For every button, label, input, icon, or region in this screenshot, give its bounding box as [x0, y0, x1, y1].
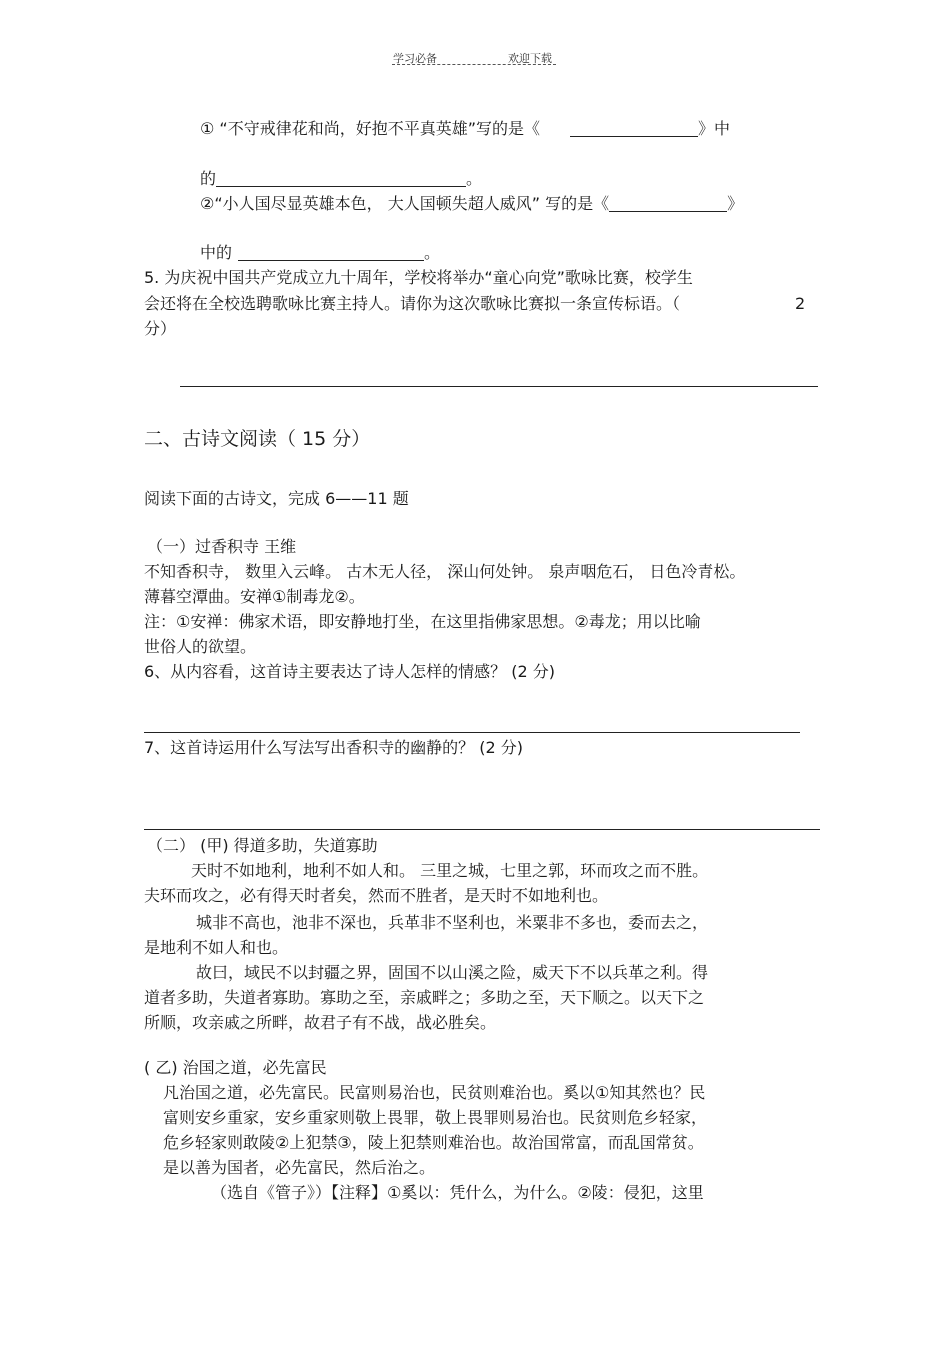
q5-score: 2	[795, 294, 806, 313]
q5-line2: 会还将在全校选聘歌咏比赛主持人。请你为这次歌咏比赛拟一条宣传标语。（	[144, 294, 681, 313]
section-title: 二、古诗文阅读（ 15 分）	[144, 428, 371, 450]
q5-line1: 5. 为庆祝中国共产党成立九十周年，学校将举办“童心向党”歌咏比赛，校学生	[144, 268, 693, 287]
q4-item2-blank-character[interactable]	[238, 244, 424, 261]
q4-item1-blank-book[interactable]	[570, 120, 698, 137]
q4-item1-period: 。	[466, 169, 483, 188]
passage-b-line1: 凡治国之道，必先富民。民富则易治也，民贫则难治也。奚以①知其然也？民	[163, 1083, 706, 1102]
q7-text: 7、这首诗运用什么写法写出香积寺的幽静的？ (2 分)	[144, 738, 524, 757]
passage-a-p2-line1: 城非不高也，池非不深也，兵革非不坚利也，米粟非不多也，委而去之，	[196, 913, 709, 932]
passage-a-p3-line2: 道者多助，失道者寡助。寡助之至，亲戚畔之；多助之至，天下顺之。以天下之	[144, 988, 705, 1007]
q4-item2-line2	[200, 242, 440, 264]
poem-note-line1: 注：①安禅：佛家术语，即安静地打坐，在这里指佛家思想。②毒龙；用以比喻	[144, 612, 701, 631]
passage-b-note: （选自《管子》）【注释】①奚以：凭什么，为什么。②陵：侵犯，这里	[211, 1183, 704, 1202]
header-right: 欢迎下载	[508, 52, 552, 65]
passage-b-line2: 富则安乡重家，安乡重家则敬上畏罪，敬上畏罪则易治也。民贫则危乡轻家，	[163, 1108, 708, 1127]
q4-item2-prefix: 中的	[200, 243, 233, 262]
q6-text: 6、从内容看，这首诗主要表达了诗人怎样的情感？ (2 分)	[144, 662, 556, 681]
passage-a-heading: （二） (甲) 得道多助，失道寡助	[147, 836, 378, 855]
passage-a-p3-line3: 所顺，攻亲戚之所畔，故君子有不战，战必胜矣。	[144, 1013, 497, 1032]
q4-item1-blank-character[interactable]	[216, 170, 466, 187]
poem-heading: （一）过香积寺 王维	[147, 537, 297, 556]
q4-item1-text: ① “不守戒律花和尚，好抱不平真英雄”写的是《	[200, 119, 541, 138]
passage-b-line4: 是以善为国者，必先富民，然后治之。	[163, 1158, 436, 1177]
header-underline	[392, 64, 556, 65]
poem-line2: 薄暮空潭曲。安禅①制毒龙②。	[144, 587, 365, 606]
passage-b-heading: ( 乙) 治国之道，必先富民	[144, 1058, 327, 1077]
q6-answer-line[interactable]	[144, 732, 800, 733]
q5-line3: 分）	[144, 319, 177, 338]
header-left: 学习必备	[393, 52, 437, 65]
passage-a-p2-line2: 是地利不如人和也。	[144, 938, 289, 957]
q4-item2-text: ②“小人国尽显英雄本色， 大人国顿失超人威风” 写的是《	[200, 194, 610, 213]
poem-note-line2: 世俗人的欲望。	[144, 637, 257, 656]
poem-line1: 不知香积寺， 数里入云峰。 古木无人径， 深山何处钟。 泉声咽危石， 日色冷青松。	[144, 562, 746, 581]
q4-item1-prefix: 的	[200, 169, 217, 188]
passage-a-p1-line1: 天时不如地利，地利不如人和。 三里之城，七里之郭，环而攻之而不胜。	[191, 861, 709, 880]
q4-item1-line2	[200, 168, 482, 190]
passage-a-p1-line2: 夫环而攻之，必有得天时者矣，然而不胜者，是天时不如地利也。	[144, 886, 609, 905]
passage-b-line3: 危乡轻家则敢陵②上犯禁③，陵上犯禁则难治也。故治国常富，而乱国常贫。	[163, 1133, 704, 1152]
q4-item1-suffix: 》中	[698, 119, 731, 138]
reading-intro: 阅读下面的古诗文，完成 6——11 题	[144, 489, 409, 508]
q4-item2-period: 。	[424, 243, 441, 262]
q7-answer-line[interactable]	[144, 829, 820, 830]
q5-answer-line[interactable]	[180, 386, 818, 387]
passage-a-p3-line1: 故曰，域民不以封疆之界，固国不以山溪之险，威天下不以兵革之利。得	[196, 963, 709, 982]
q4-item2-blank-book[interactable]	[609, 195, 727, 212]
q4-item1	[200, 118, 730, 140]
q4-item2-suffix: 》	[727, 194, 744, 213]
q4-item2	[200, 193, 743, 215]
